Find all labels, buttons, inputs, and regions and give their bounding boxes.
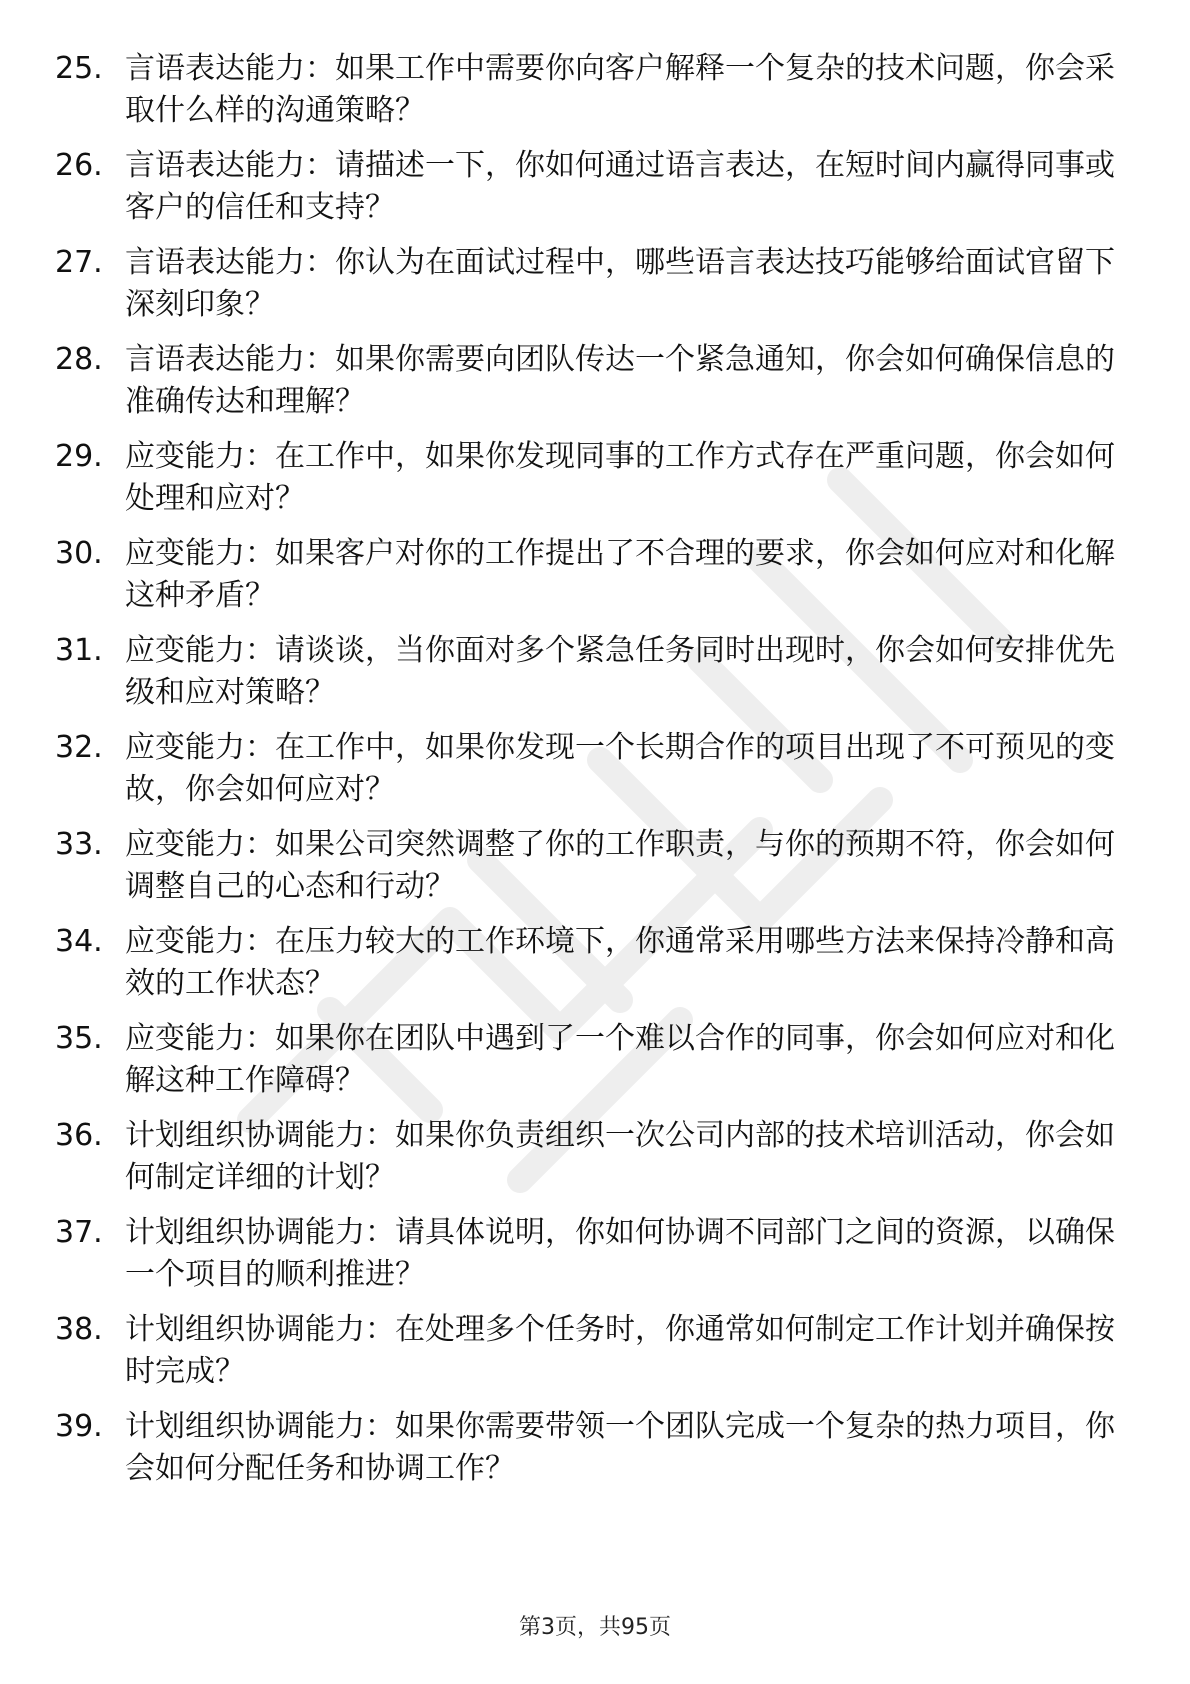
- question-text: 应变能力：如果你在团队中遇到了一个难以合作的同事，你会如何应对和化解这种工作障碍？: [125, 1021, 1115, 1098]
- question-text: 应变能力：在压力较大的工作环境下，你通常采用哪些方法来保持冷静和高效的工作状态？: [125, 924, 1115, 1001]
- question-number: 38.: [55, 1312, 103, 1347]
- question-text: 应变能力：如果客户对你的工作提出了不合理的要求，你会如何应对和化解这种矛盾？: [125, 536, 1115, 613]
- question-item: [55, 1406, 1140, 1490]
- question-item: [55, 145, 1140, 229]
- question-text: 言语表达能力：如果你需要向团队传达一个紧急通知，你会如何确保信息的准确传达和理解？: [125, 342, 1115, 419]
- question-number: 36.: [55, 1118, 103, 1153]
- question-text: 计划组织协调能力：请具体说明，你如何协调不同部门之间的资源，以确保一个项目的顺利推进？: [125, 1215, 1115, 1292]
- question-number: 34.: [55, 924, 103, 959]
- question-number: 26.: [55, 148, 103, 183]
- question-list: [55, 48, 1140, 1503]
- question-item: [55, 727, 1140, 811]
- question-item: [55, 1309, 1140, 1393]
- question-text: 应变能力：请谈谈，当你面对多个紧急任务同时出现时，你会如何安排优先级和应对策略？: [125, 633, 1115, 710]
- question-item: [55, 1018, 1140, 1102]
- question-item: [55, 48, 1140, 132]
- question-text: 言语表达能力：如果工作中需要你向客户解释一个复杂的技术问题，你会采取什么样的沟通策略？: [125, 51, 1115, 128]
- question-text: 言语表达能力：请描述一下，你如何通过语言表达，在短时间内赢得同事或客户的信任和支持？: [125, 148, 1115, 225]
- question-item: [55, 533, 1140, 617]
- question-number: 29.: [55, 439, 103, 474]
- question-item: [55, 1212, 1140, 1296]
- question-number: 33.: [55, 827, 103, 862]
- question-text: 应变能力：在工作中，如果你发现一个长期合作的项目出现了不可预见的变故，你会如何应对？: [125, 730, 1115, 807]
- question-number: 28.: [55, 342, 103, 377]
- question-number: 25.: [55, 51, 103, 86]
- page-footer: 第3页，共95页: [519, 1615, 671, 1640]
- question-item: [55, 824, 1140, 908]
- question-item: [55, 436, 1140, 520]
- question-text: 计划组织协调能力：在处理多个任务时，你通常如何制定工作计划并确保按时完成？: [125, 1312, 1115, 1389]
- question-number: 37.: [55, 1215, 103, 1250]
- question-text: 言语表达能力：你认为在面试过程中，哪些语言表达技巧能够给面试官留下深刻印象？: [125, 245, 1115, 322]
- question-item: [55, 1115, 1140, 1199]
- question-number: 32.: [55, 730, 103, 765]
- question-text: 计划组织协调能力：如果你负责组织一次公司内部的技术培训活动，你会如何制定详细的计划？: [125, 1118, 1115, 1195]
- question-text: 应变能力：如果公司突然调整了你的工作职责，与你的预期不符，你会如何调整自己的心态和行动？: [125, 827, 1115, 904]
- question-number: 39.: [55, 1409, 103, 1444]
- question-number: 35.: [55, 1021, 103, 1056]
- question-text: 计划组织协调能力：如果你需要带领一个团队完成一个复杂的热力项目，你会如何分配任务和协调工作？: [125, 1409, 1115, 1486]
- question-item: [55, 630, 1140, 714]
- question-item: [55, 339, 1140, 423]
- question-number: 31.: [55, 633, 103, 668]
- question-item: [55, 242, 1140, 326]
- question-number: 30.: [55, 536, 103, 571]
- question-item: [55, 921, 1140, 1005]
- question-text: 应变能力：在工作中，如果你发现同事的工作方式存在严重问题，你会如何处理和应对？: [125, 439, 1115, 516]
- question-number: 27.: [55, 245, 103, 280]
